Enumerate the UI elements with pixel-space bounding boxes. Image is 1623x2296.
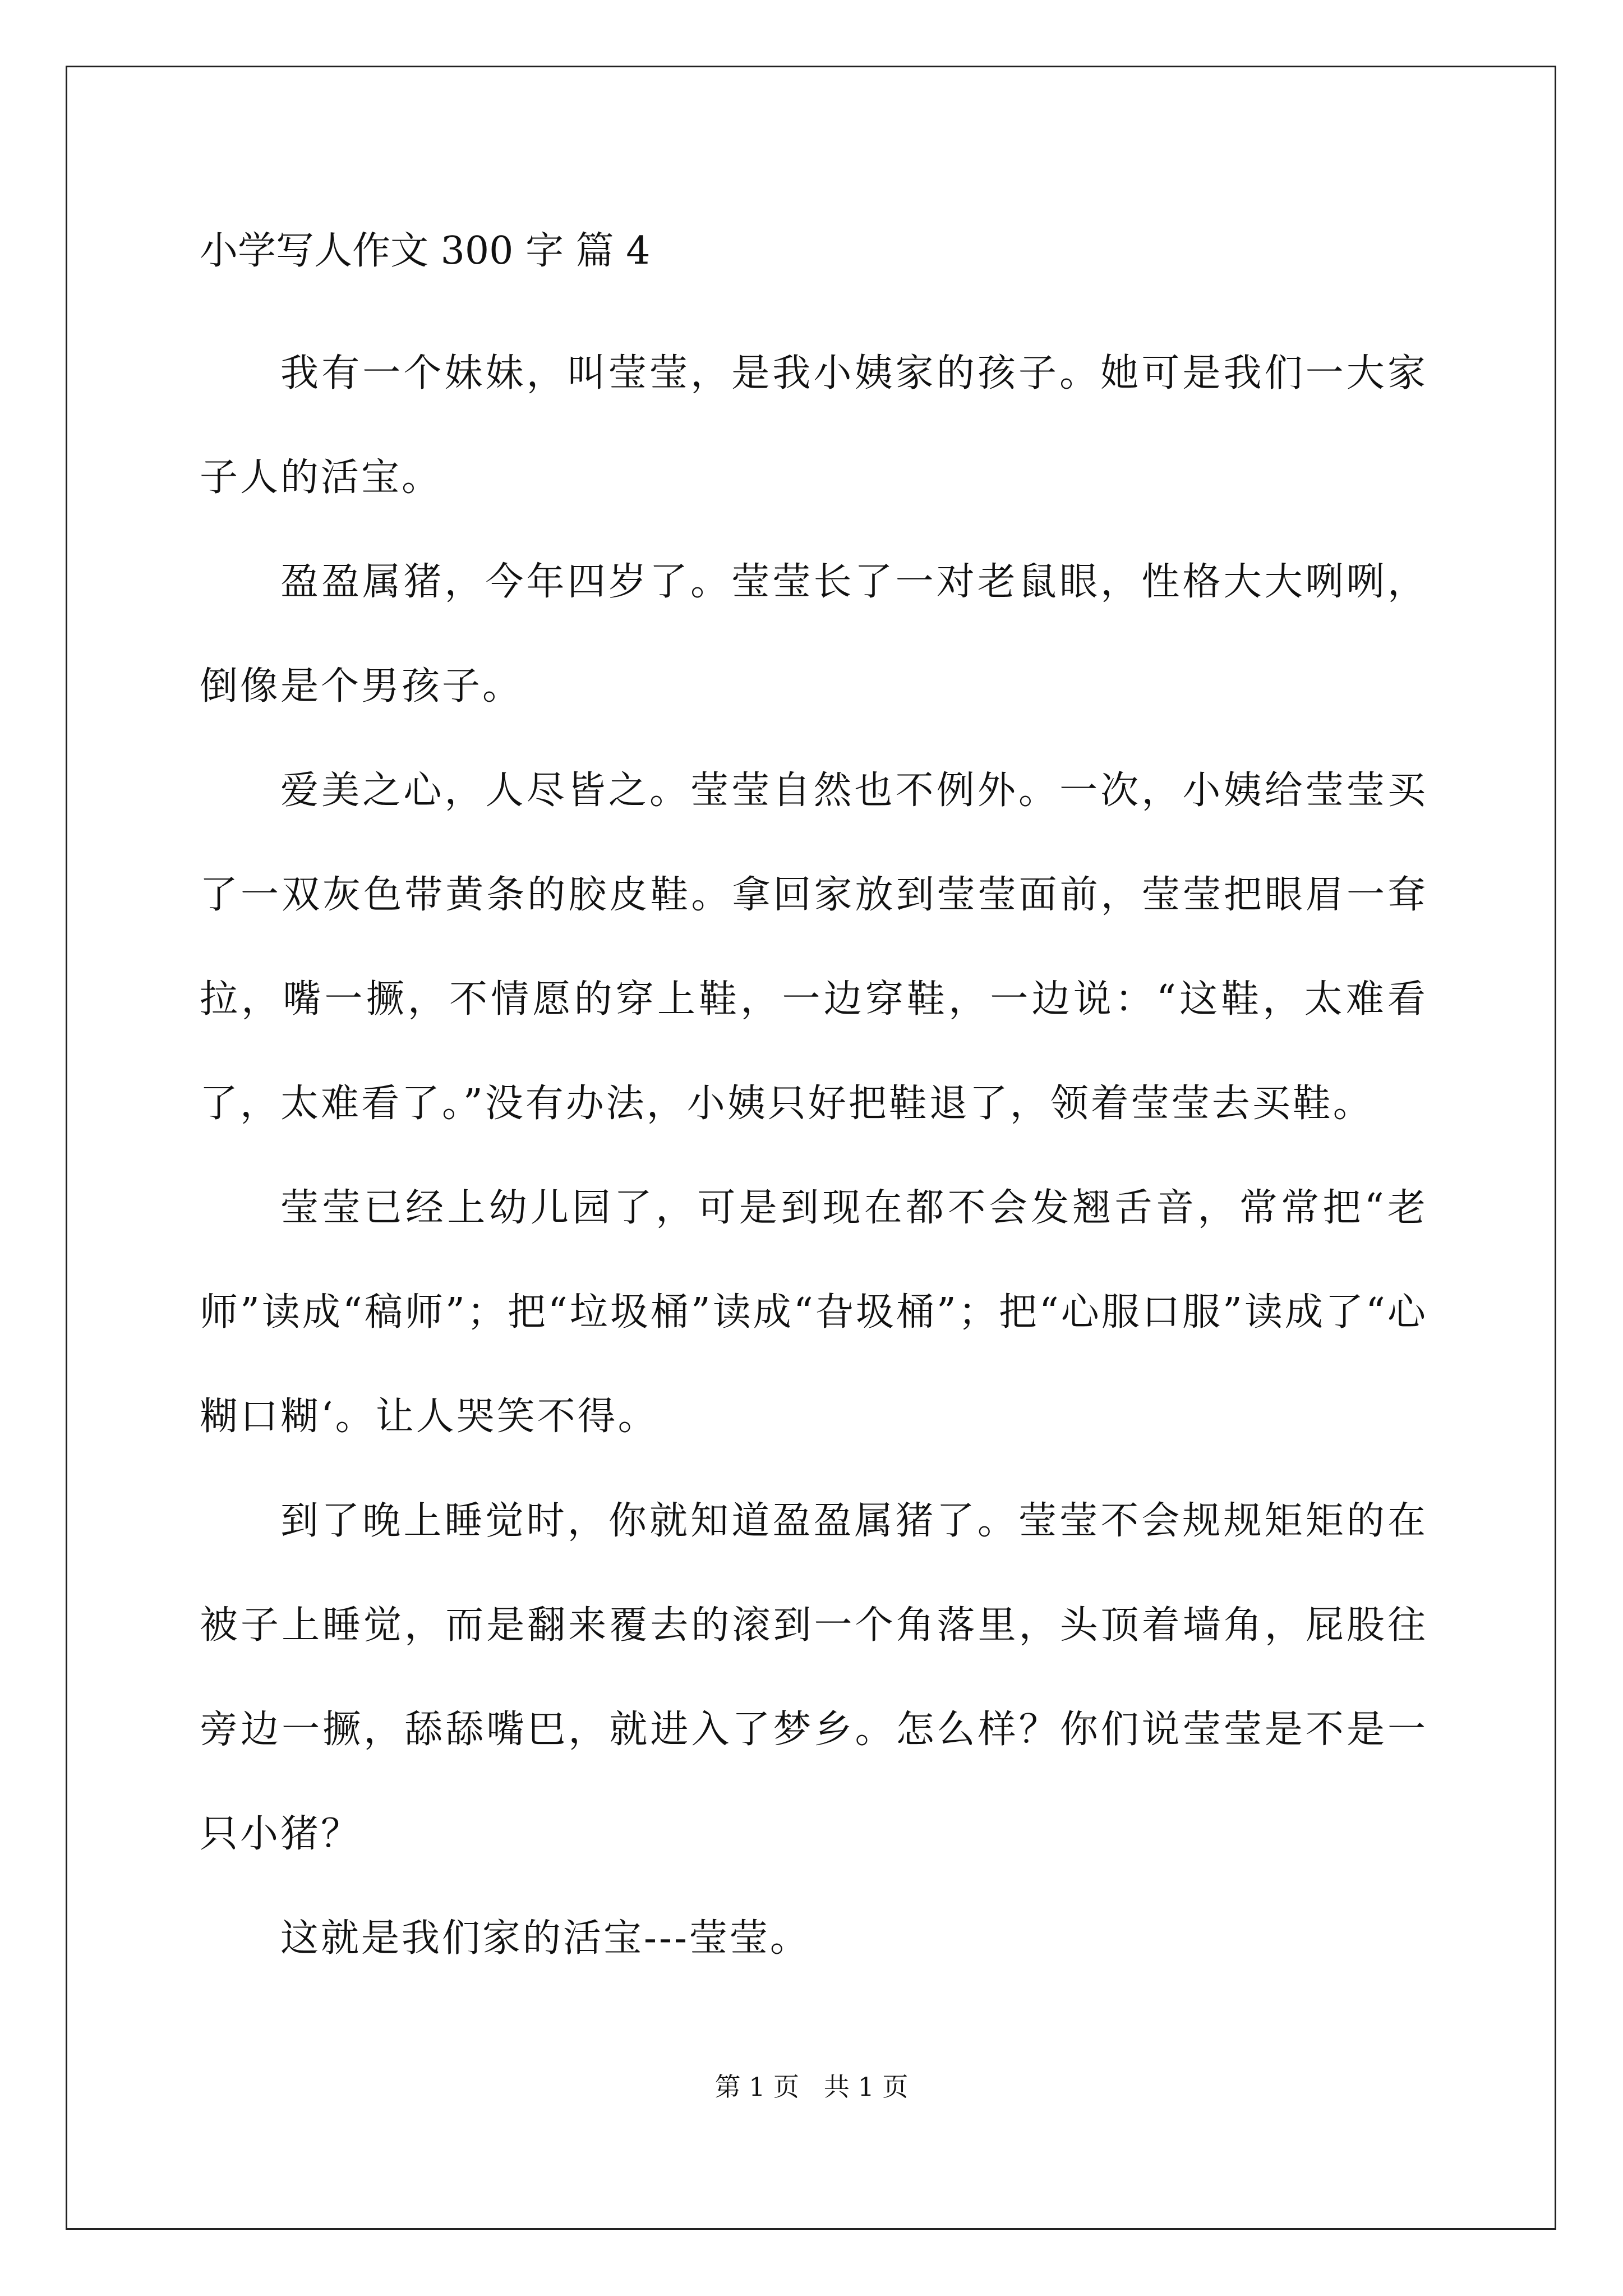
document-title: 小学写人作文 300 字 篇 4	[200, 229, 651, 273]
paragraph-2: 盈盈属猪，今年四岁了。莹莹长了一对老鼠眼，性格大大咧咧，倒像是个男孩子。	[200, 560, 1428, 708]
paragraph-3: 爱美之心，人尽皆之。莹莹自然也不例外。一次，小姨给莹莹买了一双灰色带黄条的胶皮鞋。拿回家放到莹莹面前，莹莹把眼眉一耷拉，嘴一撅，不情愿的穿上鞋，一边穿鞋，一边说：“这鞋，太难看了，太难看了。”没有办法，小姨只好把鞋退了，领着莹莹去买鞋。	[200, 769, 1428, 1126]
page-number-footer: 第 1 页 共 1 页	[714, 2072, 909, 2102]
paragraph-4: 莹莹已经上幼儿园了，可是到现在都不会发翘舌音，常常把“老师”读成“稿师”；把“垃圾桶”读成“旮圾桶”；把“心服口服”读成了“心糊口糊‘。让人哭笑不得。	[200, 1186, 1428, 1439]
paragraph-1: 我有一个妹妹，叫莹莹，是我小姨家的孩子。她可是我们一大家子人的活宝。	[200, 351, 1428, 500]
document-body	[200, 217, 1428, 1991]
paragraph-5: 到了晚上睡觉时，你就知道盈盈属猪了。莹莹不会规规矩矩的在被子上睡觉，而是翻来覆去的滚到一个角落里，头顶着墙角，屁股往旁边一撅，舔舔嘴巴，就进入了梦乡。怎么样？你们说莹莹是不是一只小猪？	[200, 1499, 1428, 1856]
paragraph-6: 这就是我们家的活宝---莹莹。	[280, 1916, 810, 1961]
